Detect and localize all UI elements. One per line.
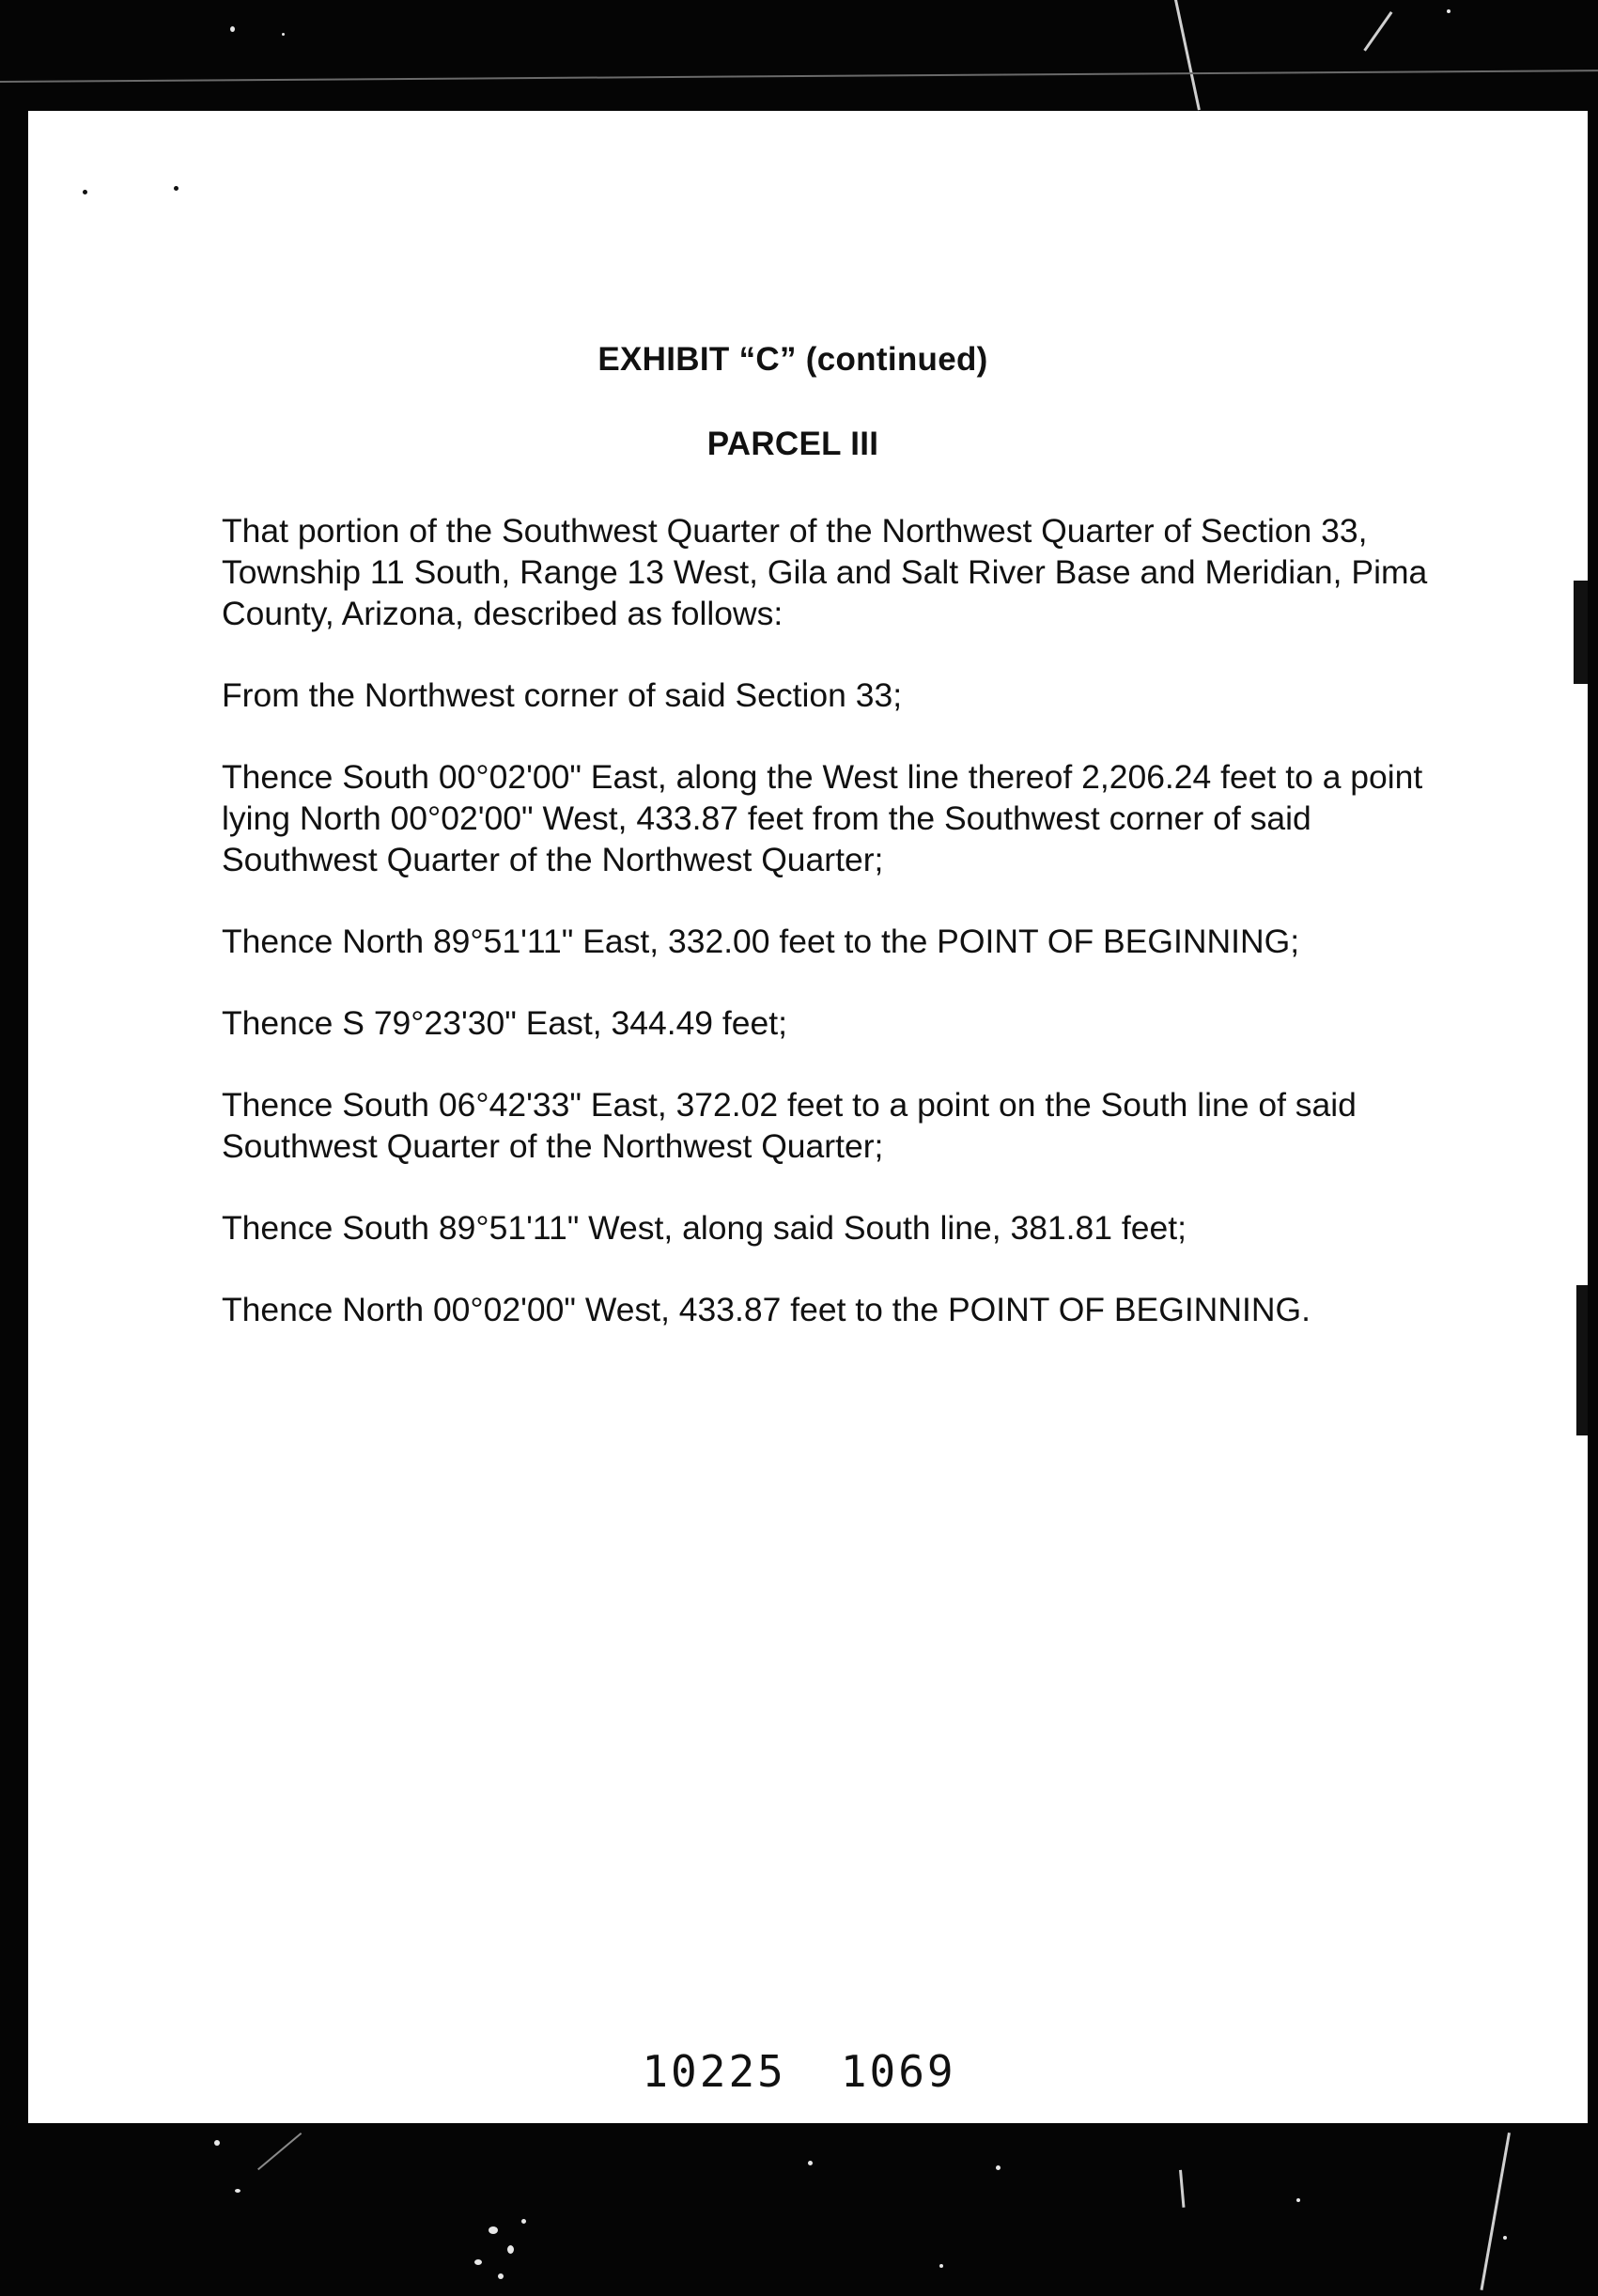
scan-speck bbox=[214, 2140, 220, 2146]
book-number: 10225 bbox=[642, 2046, 786, 2097]
scan-speck bbox=[996, 2165, 1001, 2170]
scan-speck bbox=[1296, 2198, 1300, 2202]
scan-streak bbox=[1480, 2133, 1510, 2290]
page-edge-mark bbox=[1574, 581, 1588, 684]
paragraph: Thence South 00°02'00" East, along the West line thereof 2,206.24 feet to a point lying North 00°02'00" West, 433.87 feet from the Southwest corner of said Southwest Quarter of the Northwest Quarter; bbox=[222, 758, 1423, 878]
scan-speck bbox=[1503, 2236, 1507, 2240]
scan-streak bbox=[1363, 11, 1392, 52]
paragraph: That portion of the Southwest Quarter of the Northwest Quarter of Section 33, Township 11 South, Range 13 West, Gila and Salt River Base and Meridian, Pima County, Arizona, described as follows: bbox=[222, 512, 1428, 632]
paragraph: Thence South 06°42'33" East, 372.02 feet to a point on the South line of said Southwest Quarter of the Northwest Quarter; bbox=[222, 1086, 1357, 1165]
scan-speck bbox=[489, 2226, 498, 2234]
scan-speck bbox=[498, 2273, 504, 2279]
paragraph: Thence South 89°51'11" West, along said South line, 381.81 feet; bbox=[222, 1209, 1187, 1247]
page-number: 1069 bbox=[840, 2046, 956, 2097]
scan-streak bbox=[257, 2133, 302, 2170]
recording-number bbox=[0, 2046, 1598, 2097]
paragraph: Thence North 00°02'00" West, 433.87 feet to the POINT OF BEGINNING. bbox=[222, 1291, 1311, 1328]
scan-streak bbox=[1179, 2170, 1185, 2208]
scan-speck bbox=[808, 2161, 813, 2165]
paragraph: Thence North 89°51'11" East, 332.00 feet to the POINT OF BEGINNING; bbox=[222, 923, 1300, 960]
scan-speck bbox=[507, 2245, 514, 2254]
scan-speck bbox=[521, 2219, 526, 2224]
paragraph: Thence S 79°23'30" East, 344.49 feet; bbox=[222, 1004, 787, 1042]
scan-speck bbox=[1447, 9, 1451, 13]
scan-speck bbox=[474, 2259, 482, 2265]
page-speck bbox=[83, 190, 87, 194]
scan-speck bbox=[282, 33, 285, 36]
document-title: EXHIBIT “C” (continued) bbox=[597, 341, 988, 378]
document-body bbox=[222, 510, 1434, 1371]
scan-speck bbox=[235, 2189, 240, 2193]
paragraph: From the Northwest corner of said Section 33; bbox=[222, 676, 903, 714]
scan-speck bbox=[939, 2264, 943, 2268]
page-edge-mark bbox=[1576, 1285, 1588, 1435]
scan-streak bbox=[0, 70, 1598, 83]
document-subtitle: PARCEL III bbox=[706, 426, 879, 462]
scan-speck bbox=[230, 26, 235, 32]
page-speck bbox=[174, 186, 178, 191]
scan-streak bbox=[1174, 0, 1201, 110]
